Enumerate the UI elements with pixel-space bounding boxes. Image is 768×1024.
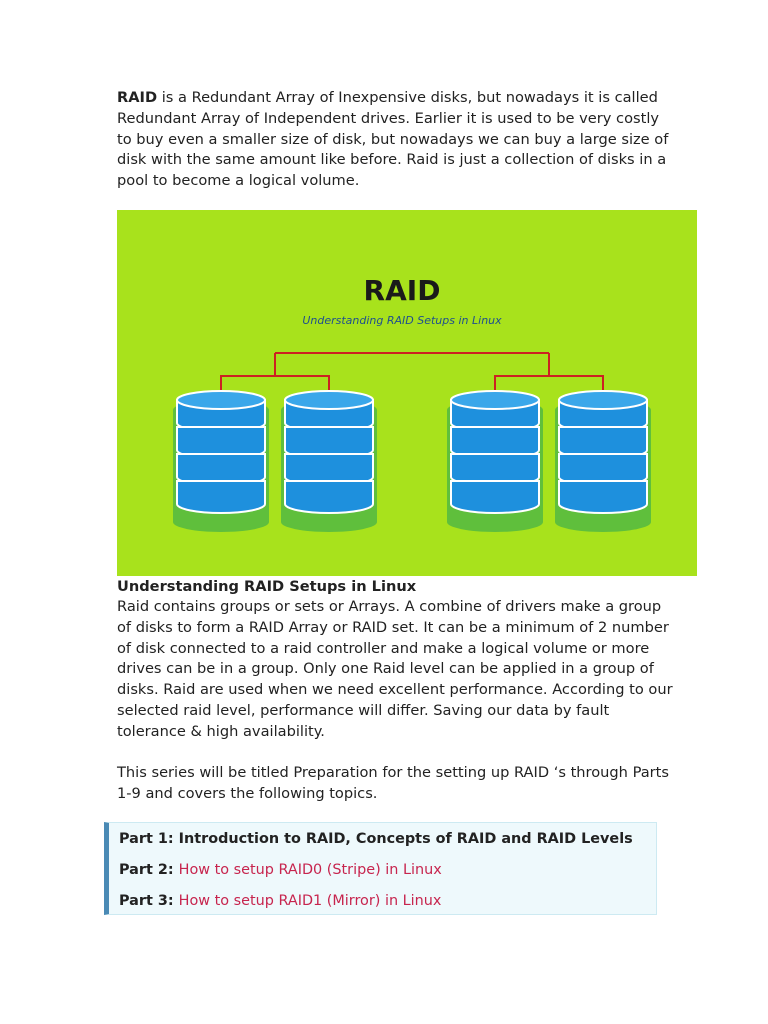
raid-hero-image: [117, 210, 697, 576]
series-toc: [104, 822, 657, 915]
toc-part-title: Introduction to RAID, Concepts of RAID and RAID Levels: [178, 831, 633, 847]
intro-term: RAID: [117, 89, 158, 106]
hero-subtitle: Understanding RAID Setups in Linux: [302, 314, 502, 327]
disk-stack-icon: [447, 391, 543, 532]
raid-connector-lines: [221, 353, 603, 395]
disk-stack-icon: [173, 391, 269, 532]
disk-stack-icon: [555, 391, 651, 532]
section-title: Understanding RAID Setups in Linux: [117, 578, 417, 595]
disk-array: [173, 391, 651, 532]
toc-part-label: Part 1: [119, 831, 168, 847]
disk-stack-icon: [281, 391, 377, 532]
toc-part-link[interactable]: How to setup RAID0 (Stripe) in Linux: [178, 862, 442, 878]
toc-part-label: Part 3: [119, 893, 168, 909]
toc-item-part-3[interactable]: Part 3: How to setup RAID1 (Mirror) in Linux: [119, 893, 442, 909]
toc-part-label: Part 2: [119, 862, 168, 878]
section-paragraph: Raid contains groups or sets or Arrays. A combine of drivers make a group of disks to form a RAID Array or RAID set. It can be a minimum of 2 number of disk connected to a raid controller and make a logical volume or more drives can be in a group. Only one Raid level can be applied in a group of disks. Raid are used when we need excellent performance. According to our selected raid level, performance will differ. Saving our data by fault tolerance & high availability.: [117, 598, 673, 740]
toc-item-part-1[interactable]: Part 1: Introduction to RAID, Concepts of RAID and RAID Levels: [119, 831, 633, 847]
intro-paragraph: [117, 88, 677, 192]
toc-part-link[interactable]: How to setup RAID1 (Mirror) in Linux: [178, 893, 442, 909]
section-block: [117, 577, 677, 743]
intro-text: is a Redundant Array of Inexpensive disks, but nowadays it is called Redundant Array of Independent drives. Earlier it is used to be very costly to buy even a smaller size of disk, but nowadays we can buy a large size of disk with the same amount like before. Raid is just a collection of disks in a pool to become a logical volume.: [117, 89, 669, 190]
hero-title: RAID: [363, 274, 441, 307]
toc-item-part-2[interactable]: Part 2: How to setup RAID0 (Stripe) in Linux: [119, 862, 442, 878]
series-paragraph: This series will be titled Preparation for the setting up RAID ‘s through Parts 1-9 and covers the following topics.: [117, 764, 669, 802]
